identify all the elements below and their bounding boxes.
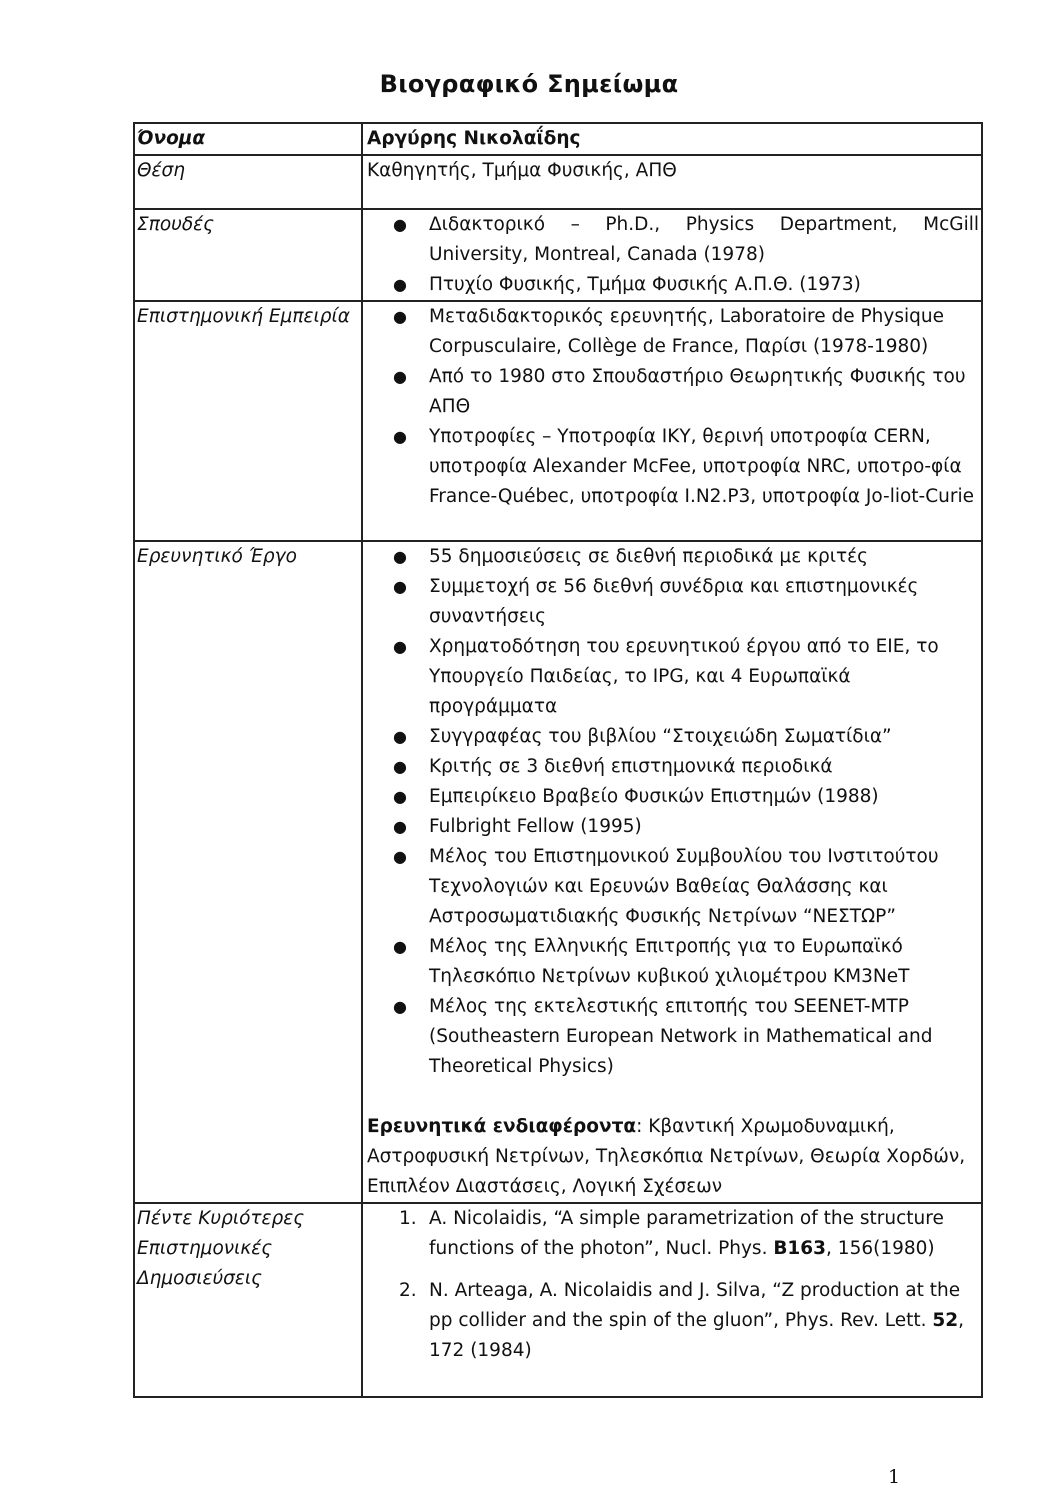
list-item: ● Υποτροφίες – Υποτροφία ΙΚΥ, θερινή υποτροφία CERN, υποτροφία Alexander McFee, υποτροφία NRC, υποτρο-φία France-Québec, υποτροφία I.N2.P3, υποτροφία Jo-liot-Curie bbox=[363, 422, 981, 512]
position-value: Καθηγητής, Τμήμα Φυσικής, ΑΠΘ bbox=[362, 155, 982, 209]
list-item: ● Από το 1980 στο Σπουδαστήριο Θεωρητικής Φυσικής του ΑΠΘ bbox=[363, 362, 981, 422]
list-item: ● 55 δημοσιεύσεις σε διεθνή περιοδικά με κριτές bbox=[363, 542, 981, 572]
list-item: ● Fulbright Fellow (1995) bbox=[363, 812, 981, 842]
studies-label: Σπουδές bbox=[134, 209, 362, 301]
row-position bbox=[134, 155, 982, 209]
experience-list-cell bbox=[362, 301, 982, 541]
research-list-cell bbox=[362, 541, 982, 1203]
row-experience bbox=[134, 301, 982, 541]
bullet-icon: ● bbox=[393, 427, 407, 446]
bullet-icon: ● bbox=[393, 937, 407, 956]
list-item: ● Μέλος της Ελληνικής Επιτροπής για το Ευρωπαϊκό Τηλεσκόπιο Νετρίνων κυβικού χιλιομέτρου KM3NeT bbox=[363, 932, 981, 992]
list-item: ● Μέλος του Επιστημονικού Συμβουλίου του Ινστιτούτου Τεχνολογιών και Ερευνών Βαθείας Θαλάσσης και Αστροσωματιδιακής Φυσικής Νετρίνων “ΝΕΣΤΩΡ” bbox=[363, 842, 981, 932]
interests-label: Ερευνητικά ενδιαφέροντα bbox=[367, 1116, 637, 1137]
bullet-icon: ● bbox=[393, 817, 407, 836]
bullet-icon: ● bbox=[393, 307, 407, 326]
row-publications bbox=[134, 1203, 982, 1397]
list-item: ● Εμπειρίκειο Βραβείο Φυσικών Επιστημών (1988) bbox=[363, 782, 981, 812]
bullet-icon: ● bbox=[393, 215, 407, 234]
bullet-icon: ● bbox=[393, 547, 407, 566]
bullet-icon: ● bbox=[393, 637, 407, 656]
bullet-icon: ● bbox=[393, 727, 407, 746]
bullet-icon: ● bbox=[393, 997, 407, 1016]
row-studies bbox=[134, 209, 982, 301]
page-number: 1 bbox=[888, 1466, 901, 1488]
list-item: ● Χρηματοδότηση του ερευνητικού έργου από το ΕΙΕ, το Υπουργείο Παιδείας, το IPG, και 4 Ευρωπαϊκά προγράμματα bbox=[363, 632, 981, 722]
publications-list bbox=[363, 1204, 981, 1366]
research-interests bbox=[363, 1082, 981, 1202]
name-value: Αργύρης Νικολαΐδης bbox=[362, 123, 982, 155]
bullet-icon: ● bbox=[393, 275, 407, 294]
publications-list-cell bbox=[362, 1203, 982, 1397]
studies-list bbox=[363, 210, 981, 300]
list-item: ● Συγγραφέας του βιβλίου “Στοιχειώδη Σωματίδια” bbox=[363, 722, 981, 752]
list-item: ● Μεταδιδακτορικός ερευνητής, Laboratoire de Physique Corpusculaire, Collège de France, Παρίσι (1978-1980) bbox=[363, 302, 981, 362]
research-list bbox=[363, 542, 981, 1082]
row-name bbox=[134, 123, 982, 155]
list-item: 1. A. Nicolaidis, “A simple parametrization of the structure functions of the photon”, Nucl. Phys. B163, 156(1980) bbox=[399, 1208, 944, 1259]
research-label: Ερευνητικό Έργο bbox=[134, 541, 362, 1203]
list-item: ● Πτυχίο Φυσικής, Τμήμα Φυσικής Α.Π.Θ. (1973) bbox=[363, 270, 981, 300]
row-research bbox=[134, 541, 982, 1203]
publications-label: Πέντε Κυριότερες Επιστημονικές Δημοσιεύσεις bbox=[134, 1203, 362, 1397]
list-item: ● Συμμετοχή σε 56 διεθνή συνέδρια και επιστημονικές συναντήσεις bbox=[363, 572, 981, 632]
position-label: Θέση bbox=[134, 155, 362, 209]
bullet-icon: ● bbox=[393, 577, 407, 596]
list-item: ● Κριτής σε 3 διεθνή επιστημονικά περιοδικά bbox=[363, 752, 981, 782]
list-item: 2. N. Arteaga, A. Nicolaidis and J. Silva, “Z production at the pp collider and the spin of the gluon”, Phys. Rev. Lett. 52, 172 (1984) bbox=[399, 1280, 965, 1361]
interests-text: : Κβαντική Χρωμοδυναμική, Αστροφυσική Νετρίνων, Τηλεσκόπια Νετρίνων, Θεωρία Χορδών, Επιπλέον Διαστάσεις, Λογική Σχέσεων bbox=[367, 1116, 966, 1197]
experience-label: Επιστημονική Εμπειρία bbox=[134, 301, 362, 541]
document-title: Βιογραφικό Σημείωμα bbox=[379, 70, 679, 98]
name-label: Όνομα bbox=[134, 123, 362, 155]
bullet-icon: ● bbox=[393, 367, 407, 386]
cv-table bbox=[133, 122, 983, 1398]
list-item: ● Μέλος της εκτελεστικής επιτοπής του SEENET-MTP (Southeastern European Network in Mathematical and Theoretical Physics) bbox=[363, 992, 981, 1082]
list-item: ● Διδακτορικό – Ph.D., Physics Department, McGill University, Montreal, Canada (1978) bbox=[363, 210, 981, 270]
bullet-icon: ● bbox=[393, 757, 407, 776]
bullet-icon: ● bbox=[393, 787, 407, 806]
bullet-icon: ● bbox=[393, 847, 407, 866]
studies-list-cell bbox=[362, 209, 982, 301]
experience-list bbox=[363, 302, 981, 512]
